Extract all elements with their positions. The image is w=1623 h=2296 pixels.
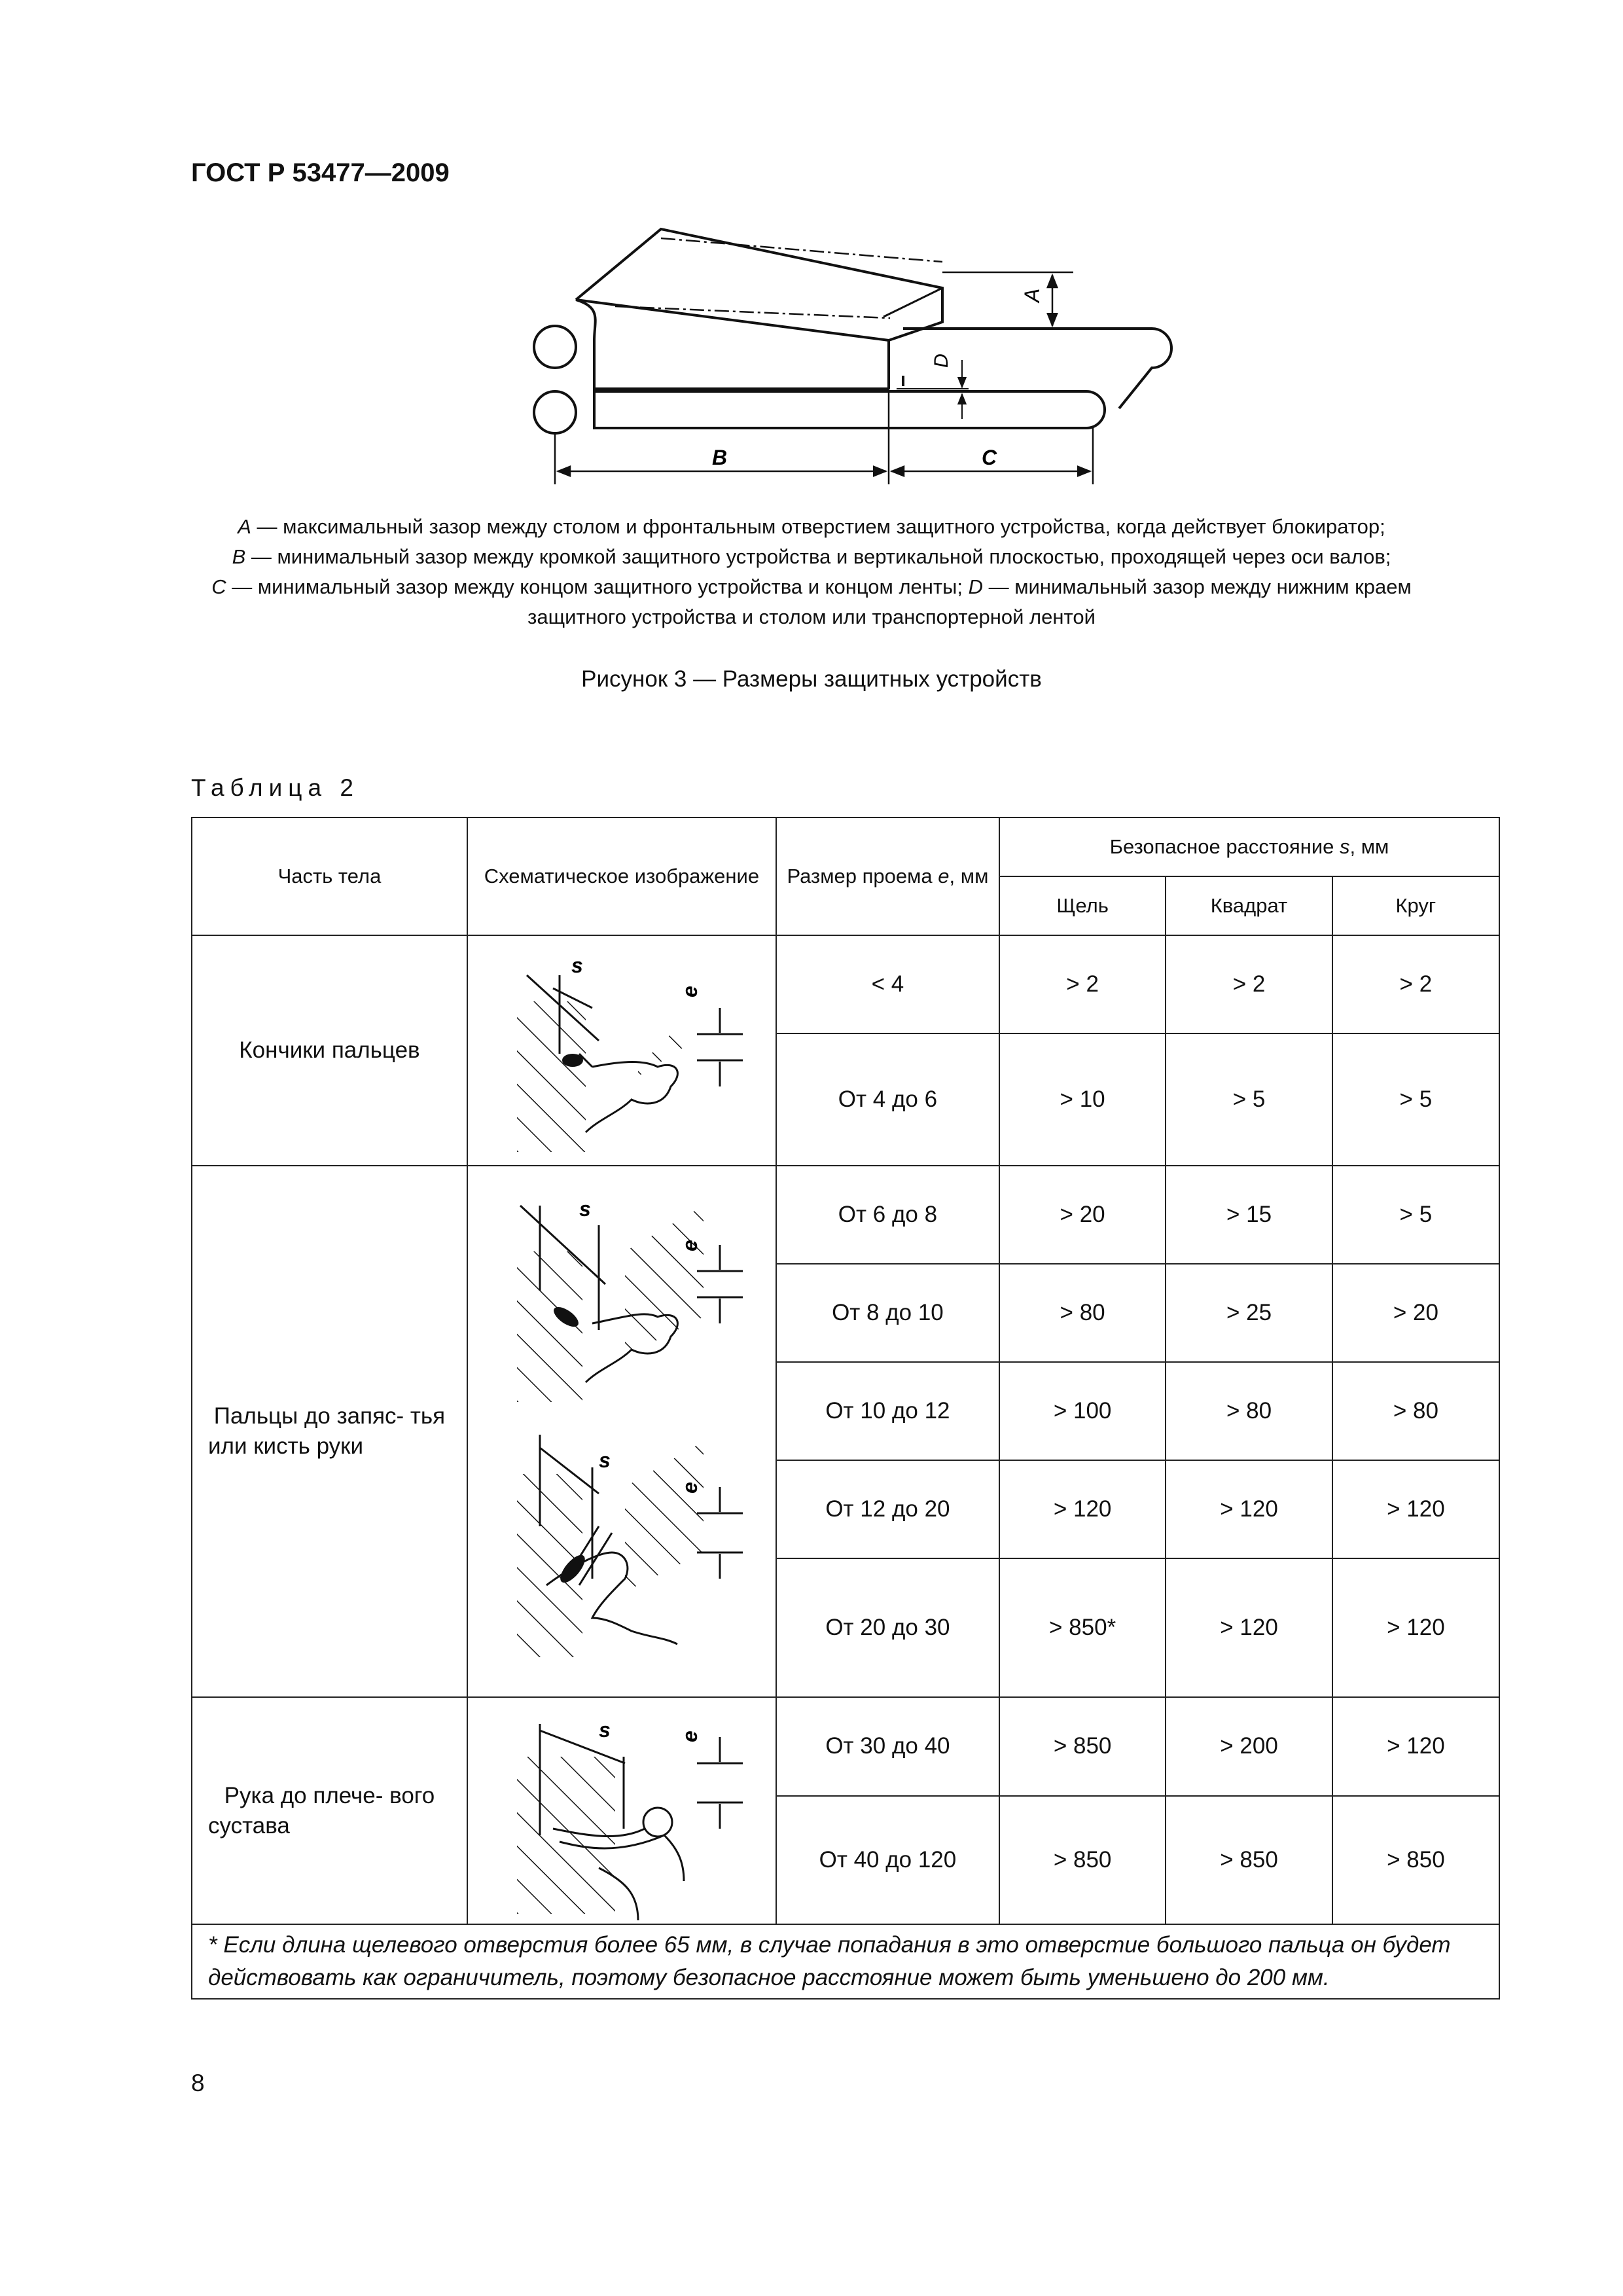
- figure-legend: A — максимальный зазор между столом и фронтальным отверстием защитного устройства, когда действует блокиратор; B — минимальный зазор между кромкой защитного устройства и вертикальной плоскостью, проходящей через оси валов; C — минимальный зазор между концом защитного устройства и концом ленты; D — минимальный зазор между нижним краем защитного устройства и столом или транспортерной лентой: [211, 515, 1412, 628]
- sketch-label-e: e: [677, 1240, 702, 1251]
- table-label: Таблица 2: [191, 774, 359, 801]
- header-schematic: Схематическое изображение: [467, 817, 776, 935]
- sketch-label-e: e: [677, 1482, 702, 1494]
- sketch-arm-shoulder-icon: [468, 1698, 776, 1924]
- table-row: Рука до плече- вого сустава s e От 30 до 40 > 850 > 200 > 120: [192, 1697, 1499, 1796]
- sketch-fingers-hand-icon: [468, 1186, 776, 1677]
- sketch-fingertips-icon: [468, 936, 776, 1165]
- table-row: От 20 до 30 > 850* > 120 > 120: [192, 1558, 1499, 1697]
- label-D: D: [931, 353, 952, 368]
- belt-upper: [903, 329, 1171, 408]
- table-row: Пальцы до запяс- тья или кисть руки s e s e От 6 до 8 > 20 > 15 > 5: [192, 1166, 1499, 1264]
- roller-bottom: [534, 391, 576, 433]
- table-row: От 10 до 12 > 100 > 80 > 80: [192, 1362, 1499, 1460]
- safety-distance-table: [191, 817, 1500, 2000]
- sketch-label-s: s: [598, 1448, 611, 1472]
- table-row: От 8 до 10 > 80 > 25 > 20: [192, 1264, 1499, 1362]
- sketch-label-e: e: [677, 986, 702, 997]
- table-row: От 4 до 6 > 10 > 5 > 5: [192, 1033, 1499, 1166]
- figure-guard-dimensions: [510, 223, 1178, 497]
- document-header: ГОСТ Р 53477—2009: [191, 158, 450, 187]
- body-part-cell: Кончики пальцев: [192, 935, 467, 1166]
- body-part-cell: Рука до плече- вого сустава: [192, 1697, 467, 1924]
- sketch-label-s: s: [598, 1718, 611, 1742]
- label-B: B: [712, 446, 728, 469]
- sketch-arm-shoulder: [467, 1697, 776, 1924]
- table-footnote-row: [192, 1924, 1499, 1999]
- page-number: 8: [191, 2070, 205, 2096]
- label-A: A: [1020, 288, 1044, 302]
- header-circle: Круг: [1332, 876, 1499, 935]
- table-footnote: * Если длина щелевого отверстия более 65 мм, в случае попадания в это отверстие большого пальца он будет действовать как ограничитель, поэтому безопасное расстояние может быть уменьшено до 200 мм.: [192, 1924, 1499, 1999]
- belt-lower: [594, 391, 1105, 428]
- table-row: От 12 до 20 > 120 > 120 > 120: [192, 1460, 1499, 1558]
- guard-wedge: [576, 229, 942, 340]
- roller-top: [534, 326, 576, 368]
- header-body-part: Часть тела: [192, 817, 467, 935]
- label-C: C: [982, 446, 997, 469]
- sketch-label-s: s: [571, 954, 583, 977]
- figure-caption: Рисунок 3 — Размеры защитных устройств: [581, 666, 1042, 692]
- table-row: От 40 до 120 > 850 > 850 > 850: [192, 1796, 1499, 1924]
- header-safe-distance: Безопасное расстояние s, мм: [999, 817, 1499, 876]
- header-slot: Щель: [999, 876, 1166, 935]
- body-part-cell: Пальцы до запяс- тья или кисть руки: [192, 1166, 467, 1697]
- table-row: Кончики пальцев s e < 4 > 2 > 2 > 2: [192, 935, 1499, 1033]
- header-square: Квадрат: [1166, 876, 1332, 935]
- sketch-fingertips: [467, 935, 776, 1166]
- sketch-fingers-hand: [467, 1166, 776, 1697]
- sketch-label-s: s: [579, 1197, 591, 1221]
- header-opening: Размер проема e, мм: [776, 817, 999, 935]
- sketch-label-e: e: [677, 1731, 702, 1742]
